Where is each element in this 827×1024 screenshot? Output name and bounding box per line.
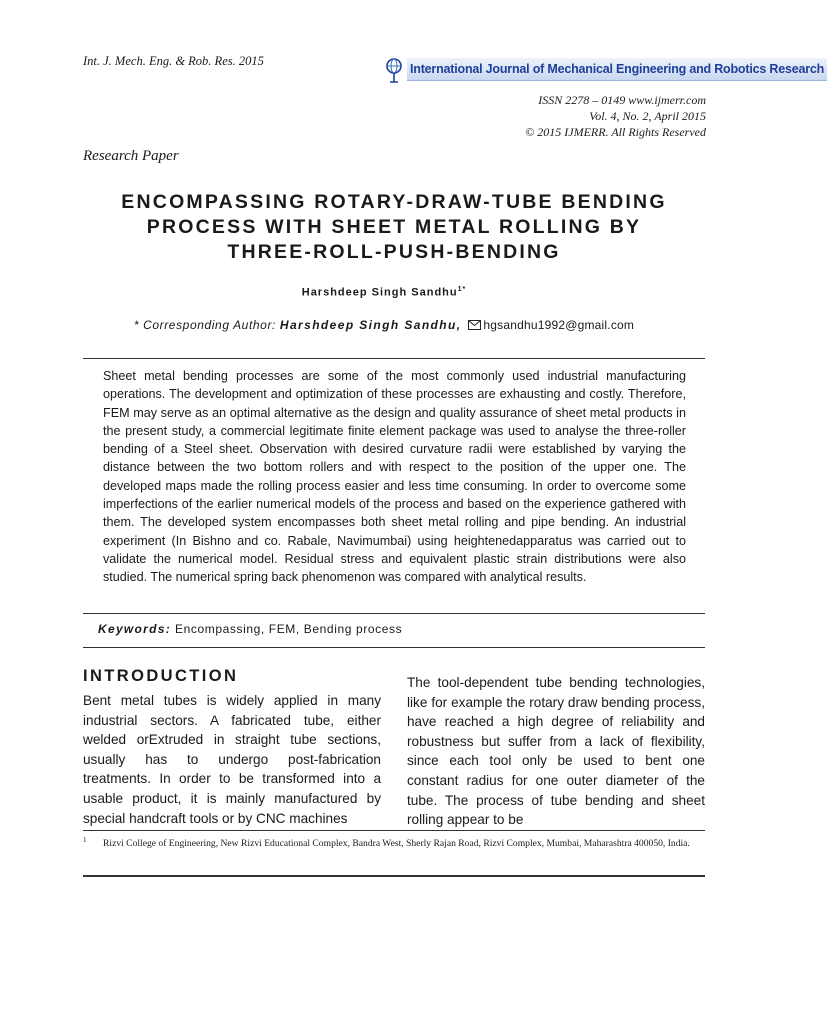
corresponding-prefix: * Corresponding Author: [133, 318, 276, 332]
introduction-heading: INTRODUCTION [83, 667, 239, 685]
author-line [0, 286, 768, 299]
page-bottom-rule [83, 875, 705, 877]
title-line-1: ENCOMPASSING ROTARY-DRAW-TUBE BENDING [121, 191, 667, 213]
article-type: Research Paper [83, 148, 179, 164]
corresponding-name: Harshdeep Singh Sandhu, [279, 318, 462, 332]
footnote-rule [83, 830, 705, 831]
paper-title [70, 190, 718, 265]
keywords-value: Encompassing, FEM, Bending process [175, 622, 403, 636]
journal-name: International Journal of Mechanical Engineering and Robotics Research [410, 61, 825, 76]
corresponding-email-link[interactable]: hgsandhu1992@gmail.com [483, 318, 635, 332]
journal-abbreviation: Int. J. Mech. Eng. & Rob. Res. 2015 [83, 54, 264, 68]
abstract-bottom-rule [83, 613, 705, 614]
abstract-text: Sheet metal bending processes are some of the most commonly used industrial manufacturing operations. The development and optimization of these processes are exhausting and costly. Therefore, FEM may serve as an optimal alternative as the design and quality assurance of sheet metal products in the present study, a commercial legitimate finite element package was used to analyse the three-roller bending of a Steel sheet. Observation with desired curvature radii were established by varying the distance between the two bottom rollers and with respect to the position of the upper one. The developed maps made the rolling process easier and less time consuming. In order to overcome some imperfections of the earlier numerical models of the process and based on the experience gathered with them. The developed system encompasses both sheet metal rolling and pipe bending. An industrial experiment (In Bishno and co. Rabale, Navimumbai) using heightenedapparatus was carried out to validate the numerical model. Residual stress and equivalent plastic strain distributions were also studied. The numerical spring back phenomenon was compared with analytical results. [103, 369, 686, 585]
copyright-line: © 2015 IJMERR. All Rights Reserved [525, 125, 706, 139]
keywords [98, 622, 402, 636]
abstract-top-rule [83, 358, 705, 359]
title-line-3: THREE-ROLL-PUSH-BENDING [227, 241, 561, 263]
author-name: Harshdeep Singh Sandhu [301, 286, 458, 299]
author-mark: 1* [457, 286, 467, 293]
volume-line: Vol. 4, No. 2, April 2015 [589, 109, 706, 123]
footnote-mark: 1 [83, 836, 87, 844]
envelope-icon [468, 320, 481, 330]
globe-logo-icon [383, 54, 405, 84]
issn-line: ISSN 2278 – 0149 www.ijmerr.com [538, 93, 706, 107]
keywords-label: Keywords: [98, 622, 172, 636]
corresponding-author [0, 318, 768, 332]
journal-name-banner [407, 58, 827, 81]
footnote-text: Rizvi College of Engineering, New Rizvi Educational Complex, Bandra West, Sherly Rajan Road, Rizvi Complex, Mumbai, Maharashtra 400050, India. [103, 838, 690, 849]
issn-block [525, 92, 706, 140]
introduction-right-column: The tool-dependent tube bending technologies, like for example the rotary draw bending process, have reached a high degree of reliability and robustness but suffer from a lack of flexibility, since each tool only be used to bent one constant radius for one outer diameter of the tube. The process of tube bending and sheet rolling appear to be [407, 675, 705, 828]
journal-logo [383, 54, 827, 84]
title-line-2: PROCESS WITH SHEET METAL ROLLING BY [146, 216, 642, 238]
introduction-left-column: Bent metal tubes is widely applied in many industrial sectors. A fabricated tube, either welded orExtruded in straight tube sections, usually has to undergo post-fabrication treatments. In order to be transformed into a usable product, it is mainly manufactured by special handcraft tools or by CNC machines [83, 693, 381, 826]
affiliation-footnote [83, 837, 705, 851]
keywords-bottom-rule [83, 647, 705, 648]
